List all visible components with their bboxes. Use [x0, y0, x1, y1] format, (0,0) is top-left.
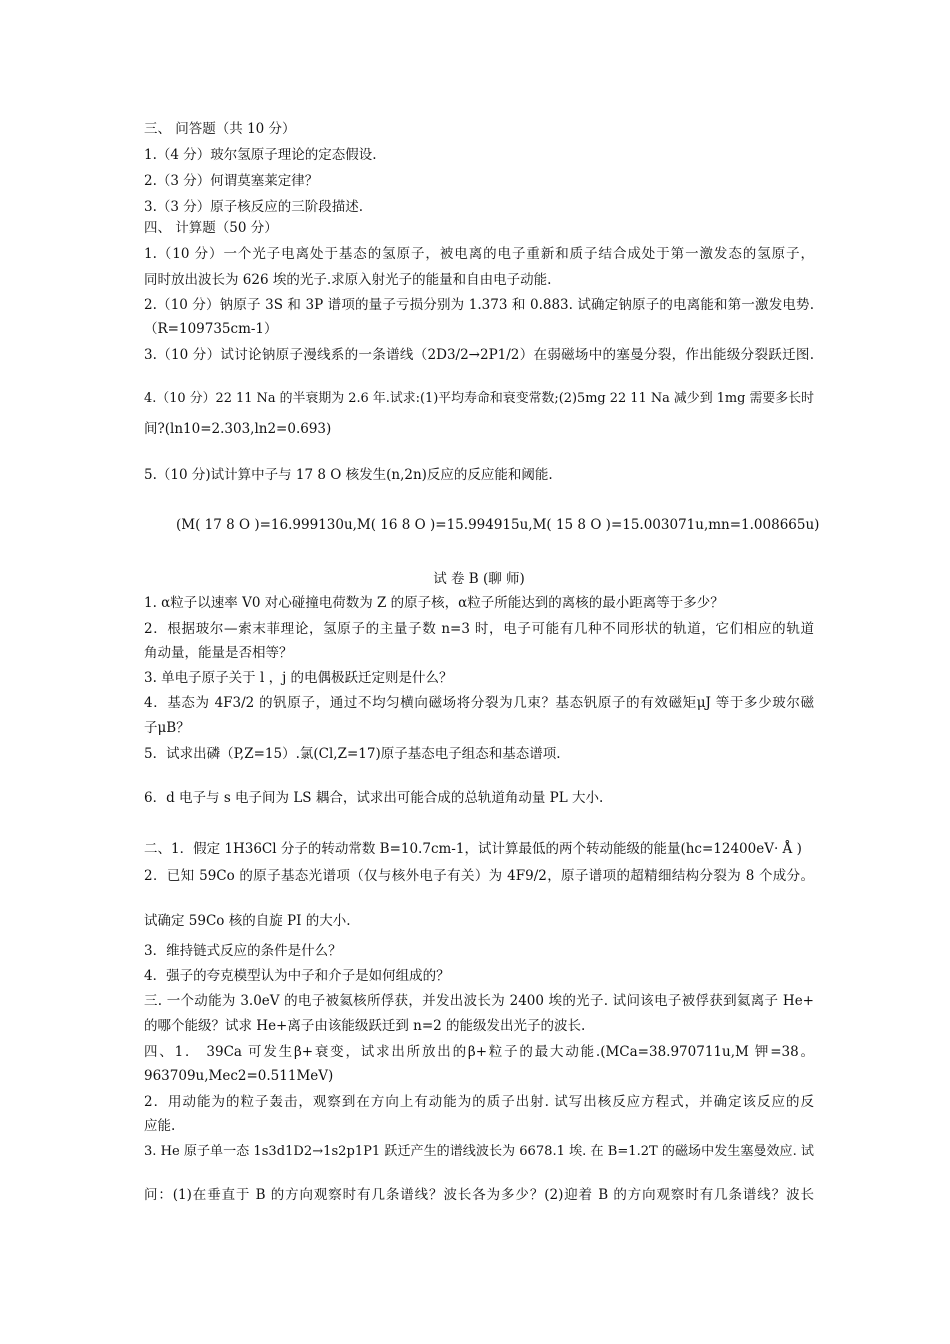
b-question-6: 6．d 电子与 s 电子间为 LS 耦合，试求出可能合成的总轨道角动量 PL 大小. — [144, 790, 604, 806]
part-4-question-3-line-1: 3. He 原子单一态 1s3d1D2→1s2p1P1 跃迁产生的谱线波长为 6678.1 埃. 在 B=1.2T 的磁场中发生塞曼效应. 试 — [144, 1144, 814, 1159]
part-3-line-1: 三. 一个动能为 3.0eV 的电子被氦核所俘获，并发出波长为 2400 埃的光子. 试问该电子被俘获到氦离子 He+ — [144, 993, 814, 1009]
calc-5-masses: (M( 17 8 O )=16.999130u,M( 16 8 O )=15.994915u,M( 15 8 O )=15.003071u,mn=1.008665u) — [176, 517, 820, 533]
section-4-heading: 四、 计算题（50 分） — [144, 220, 278, 236]
part-2-question-2-line-2: 试确定 59Co 核的自旋 PI 的大小. — [144, 913, 351, 929]
part-4-question-1-line-1: 四、1． 39Ca 可发生β+衰变，试求出所放出的β+粒子的最大动能.(MCa=38.970711u,M 钾=38。 — [144, 1044, 814, 1060]
calc-4-line-1: 4.（10 分）22 11 Na 的半衰期为 2.6 年.试求:(1)平均寿命和衰变常数;(2)5mg 22 11 Na 减少到 1mg 需要多长时 — [144, 391, 814, 406]
b-question-1: 1. α粒子以速率 V0 对心碰撞电荷数为 Z 的原子核，α粒子所能达到的离核的最小距离等于多少？ — [144, 595, 724, 611]
b-question-5: 5．试求出磷（P,Z=15）.氯(Cl,Z=17)原子基态电子组态和基态谱项. — [144, 746, 561, 762]
question-3-1: 1.（4 分）玻尔氢原子理论的定态假设. — [144, 147, 377, 163]
b-question-2-line-1: 2．根据玻尔—索末菲理论，氢原子的主量子数 n=3 时，电子可能有几种不同形状的轨道，它们相应的轨道 — [144, 621, 814, 637]
part-2-question-3: 3．维持链式反应的条件是什么？ — [144, 943, 342, 959]
part-2-question-4: 4．强子的夸克模型认为中子和介子是如何组成的？ — [144, 968, 450, 984]
part-2-question-2-line-1: 2．已知 59Co 的原子基态光谱项（仅与核外电子有关）为 4F9/2，原子谱项的超精细结构分裂为 8 个成分。 — [144, 868, 814, 884]
part-3-line-2: 的哪个能级？试求 He+离子由该能级跃迁到 n=2 的能级发出光子的波长. — [144, 1018, 586, 1034]
part-4-question-1-line-2: 963709u,Mec2=0.511MeV) — [144, 1068, 334, 1084]
part-4-question-3-line-2: 问：(1)在垂直于 B 的方向观察时有几条谱线？波长各为多少？(2)迎着 B 的方向观察时有几条谱线？波长 — [144, 1187, 814, 1203]
paper-b-title: 试 卷 B (聊 师) — [433, 571, 525, 587]
part-4-question-2-line-2: 应能. — [144, 1118, 176, 1134]
calc-4-line-2: 间?(ln10=2.303,ln2=0.693) — [144, 421, 332, 437]
question-3-3: 3.（3 分）原子核反应的三阶段描述. — [144, 199, 364, 215]
calc-1-line-2: 同时放出波长为 626 埃的光子.求原入射光子的能量和自由电子动能. — [144, 272, 552, 288]
part-2-question-1: 二、1．假定 1H36Cl 分子的转动常数 B=10.7cm-1，试计算最低的两个转动能级的能量(hc=12400eV· Å ) — [144, 841, 802, 857]
b-question-4-line-2: 子μB？ — [144, 720, 190, 736]
calc-2-line-1: 2.（10 分）钠原子 3S 和 3P 谱项的量子亏损分别为 1.373 和 0.883. 试确定钠原子的电离能和第一激发电势. — [144, 297, 814, 313]
calc-5: 5.（10 分)试计算中子与 17 8 O 核发生(n,2n)反应的反应能和阈能. — [144, 467, 553, 483]
calc-2-line-2: （R=109735cm-1） — [144, 321, 278, 337]
calc-3: 3.（10 分）试讨论钠原子漫线系的一条谱线（2D3/2→2P1/2）在弱磁场中的塞曼分裂，作出能级分裂跃迁图. — [144, 347, 814, 363]
b-question-2-line-2: 角动量，能量是否相等？ — [144, 645, 293, 661]
b-question-4-line-1: 4．基态为 4F3/2 的钒原子，通过不均匀横向磁场将分裂为几束？基态钒原子的有效磁矩μJ 等于多少玻尔磁 — [144, 695, 814, 711]
calc-1-line-1: 1.（10 分）一个光子电离处于基态的氢原子，被电离的电子重新和质子结合成处于第一激发态的氢原子， — [144, 246, 814, 262]
b-question-3: 3. 单电子原子关于 l ，j 的电偶极跃迁定则是什么？ — [144, 670, 453, 686]
part-4-question-2-line-1: 2．用动能为的粒子轰击，观察到在方向上有动能为的质子出射. 试写出核反应方程式，并确定该反应的反 — [144, 1094, 814, 1110]
section-3-heading: 三、 问答题（共 10 分） — [144, 121, 296, 137]
question-3-2: 2.（3 分）何谓莫塞莱定律？ — [144, 173, 319, 189]
